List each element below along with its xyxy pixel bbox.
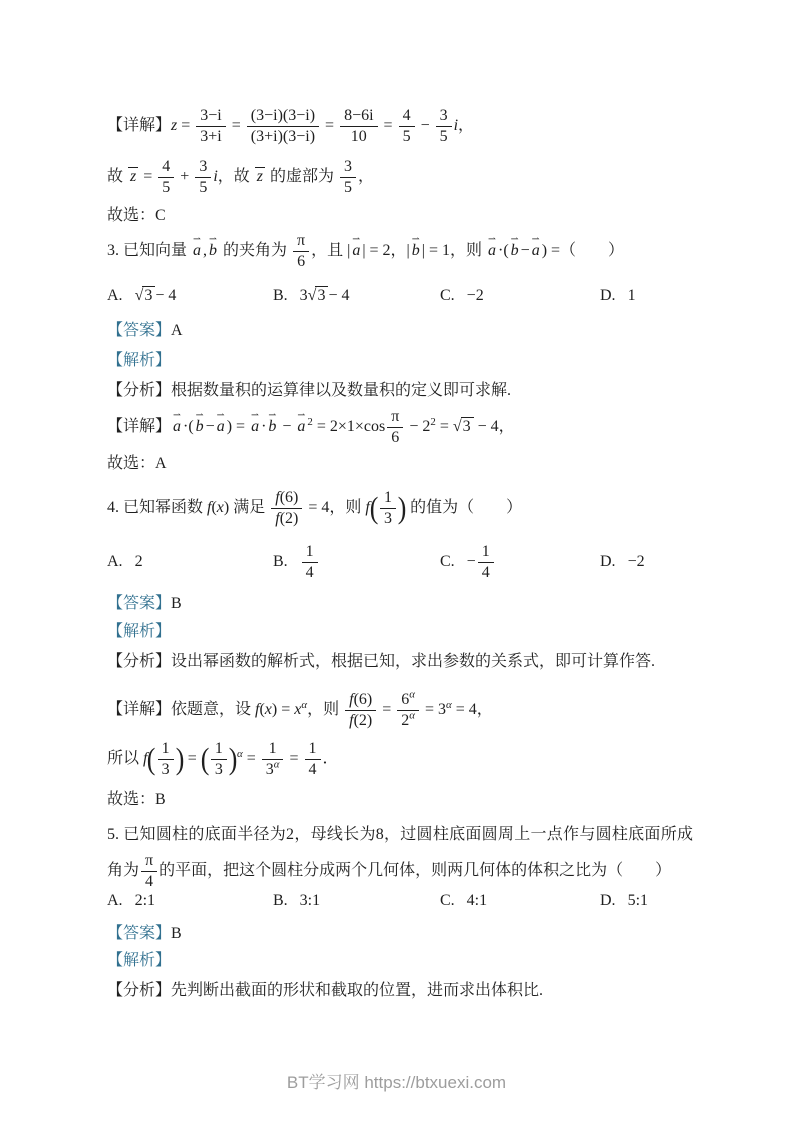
text-run: 4 xyxy=(308,761,317,778)
text-run: 【详解】 xyxy=(107,117,172,135)
q3-option-a xyxy=(107,287,273,305)
q5-question-stem xyxy=(107,818,693,892)
text-run: ·( xyxy=(498,242,509,260)
text-run: A xyxy=(171,322,183,339)
text-run: 1 xyxy=(383,489,392,506)
fraction xyxy=(387,407,403,448)
text-run: 5 xyxy=(439,128,448,145)
superscript: α xyxy=(446,698,452,711)
fraction xyxy=(340,106,377,147)
fraction xyxy=(158,739,174,780)
fraction xyxy=(340,157,356,198)
text-run: D. xyxy=(600,287,616,304)
radical-icon: √ xyxy=(452,418,462,436)
text-run: 的值为（ ） xyxy=(406,499,523,517)
q3-options-row xyxy=(107,281,693,311)
superscript: α xyxy=(237,747,243,760)
q5-option-a xyxy=(107,892,273,910)
text-run: | = 2，| xyxy=(362,242,410,260)
vector-arrow: a ⇀ xyxy=(217,417,225,438)
text-run: , xyxy=(203,242,208,260)
vector-arrow: a ⇀ xyxy=(352,241,360,262)
text-run: 3:1 xyxy=(299,892,321,909)
q3-option-c xyxy=(440,287,600,305)
text-run: 1 xyxy=(627,287,636,304)
text-run: C. xyxy=(440,553,455,570)
text-run: = 3 xyxy=(420,701,446,719)
text-run: D. xyxy=(600,553,616,570)
text-run: · xyxy=(261,418,267,436)
text-run: − 2 xyxy=(405,418,431,436)
vector-arrow: a ⇀ xyxy=(488,241,496,262)
text-run: = xyxy=(227,117,245,135)
fraction xyxy=(196,106,225,147)
text-run: ， xyxy=(358,168,375,186)
text-run: 5 xyxy=(162,179,171,196)
superscript: 2 xyxy=(430,415,436,428)
text-run: (3−i)(3−i) xyxy=(250,107,316,124)
numerator xyxy=(271,488,302,508)
numerator xyxy=(195,157,211,177)
vector-arrow: b ⇀ xyxy=(209,241,217,262)
text-run: (6) xyxy=(353,691,373,708)
text-run: ( xyxy=(259,701,265,719)
text-run: 的平面，把这个圆柱分成两个几何体，则两几何体的体积之比为（ ） xyxy=(159,862,672,880)
text-run: ，且 | xyxy=(311,242,351,260)
math-variable: x xyxy=(264,701,272,719)
q3-solution-detail xyxy=(107,407,515,448)
vector-arrow: a ⇀ xyxy=(251,417,259,438)
section-marker: 【答案】 xyxy=(107,322,172,339)
text-run: 【详解】 xyxy=(107,418,172,436)
text-run: ) =（ ） xyxy=(541,242,625,260)
text-run: 2:1 xyxy=(134,892,156,909)
q3-option-d xyxy=(600,287,693,305)
q3-question-stem xyxy=(107,231,624,272)
text-run: 6 xyxy=(391,429,400,446)
conjugate-bar: z xyxy=(256,168,264,186)
text-run: B. xyxy=(273,287,288,304)
q4-option-a xyxy=(107,553,273,571)
text-run: = xyxy=(285,750,303,768)
square-root xyxy=(308,287,329,305)
q3-analysis-line: 【分析】根据数量积的运算律以及数量积的定义即可求解. xyxy=(107,382,512,399)
text-run: −2 xyxy=(627,553,645,570)
text-run: 10 xyxy=(350,128,367,145)
text-run: (6) xyxy=(279,489,299,506)
q4-option-b xyxy=(273,542,440,583)
math-variable: x xyxy=(294,701,302,719)
denominator xyxy=(158,177,174,198)
q4-solution-conclusion xyxy=(107,739,339,780)
text-run: − xyxy=(205,418,215,436)
fraction xyxy=(302,542,318,583)
square-root xyxy=(453,418,474,435)
vector-arrow: b ⇀ xyxy=(412,241,420,262)
text-run: 1 xyxy=(308,740,317,757)
radicand: 3 xyxy=(315,286,328,304)
q2-answer-choice: 故选：C xyxy=(107,207,166,224)
text-run: 【详解】依题意，设 xyxy=(107,701,256,719)
q5-answer-line xyxy=(107,924,182,945)
numerator xyxy=(380,488,396,508)
square-root xyxy=(135,287,156,305)
text-run: 6 xyxy=(297,253,306,270)
text-run: ) = xyxy=(271,701,295,719)
denominator xyxy=(436,126,452,147)
text-run: 3 xyxy=(344,158,353,175)
text-run: (3+i)(3−i) xyxy=(250,128,316,145)
radical-icon: √ xyxy=(134,287,144,304)
denominator xyxy=(211,759,227,780)
radicand: 3 xyxy=(142,286,155,304)
fraction xyxy=(380,488,396,529)
fraction xyxy=(262,739,284,780)
q5-jiexi-marker: 【解析】 xyxy=(107,952,172,969)
q5-option-c xyxy=(440,892,600,910)
fraction xyxy=(158,157,174,198)
text-run: −2 xyxy=(466,287,484,304)
text-run: 5 xyxy=(199,179,208,196)
vector-arrow: a ⇀ xyxy=(173,417,181,438)
q5-option-d xyxy=(600,892,693,910)
site-watermark: BT学习网 https://btxuexi.com xyxy=(286,1073,507,1092)
section-marker: 【答案】 xyxy=(107,595,172,612)
text-run: 3+i xyxy=(200,128,222,145)
text-run: 的虚部为 xyxy=(266,168,339,186)
q5-option-b xyxy=(273,892,440,910)
text-run: 3 xyxy=(214,761,223,778)
text-run: A. xyxy=(107,553,123,570)
numerator xyxy=(211,739,227,759)
text-run: − xyxy=(278,418,296,436)
math-variable: f xyxy=(365,499,370,517)
text-run: − 4 xyxy=(328,287,350,304)
fraction xyxy=(211,739,227,780)
denominator xyxy=(340,126,377,147)
numerator xyxy=(262,739,284,759)
text-run: D. xyxy=(600,892,616,909)
text-run: (2) xyxy=(279,510,299,527)
q3-option-b xyxy=(273,287,440,305)
numerator xyxy=(141,851,157,871)
math-variable: f xyxy=(207,499,212,517)
text-run: = xyxy=(378,701,396,719)
text-run: π xyxy=(391,408,400,425)
text-run: ( xyxy=(211,499,217,517)
denominator xyxy=(196,126,225,147)
denominator xyxy=(247,126,319,147)
q3-answer-line xyxy=(107,321,183,342)
text-run: = xyxy=(242,750,260,768)
superscript: 2 xyxy=(307,415,313,428)
text-run: = xyxy=(177,117,195,135)
denominator xyxy=(271,508,302,529)
vector-arrow: b ⇀ xyxy=(268,417,276,438)
numerator xyxy=(302,542,318,562)
text-run: π xyxy=(145,852,154,869)
text-run: 4 xyxy=(145,873,154,890)
text-run: = xyxy=(183,750,201,768)
q4-answer-choice: 故选：B xyxy=(107,791,166,808)
denominator xyxy=(262,759,284,780)
numerator xyxy=(436,106,452,126)
text-run: − 4， xyxy=(473,418,515,436)
text-run: A. xyxy=(107,892,123,909)
text-run: 3 xyxy=(439,107,448,124)
numerator xyxy=(340,106,377,126)
denominator xyxy=(340,177,356,198)
text-run: = xyxy=(379,117,397,135)
q5-analysis-line: 【分析】先判断出截面的形状和截取的位置，进而求出体积比. xyxy=(107,982,544,999)
text-run: π xyxy=(297,232,306,249)
text-run: − xyxy=(520,242,530,260)
denominator xyxy=(345,710,376,731)
text-run: 3 xyxy=(265,761,274,778)
text-run: = xyxy=(435,418,453,436)
text-run: 所以 xyxy=(107,750,144,768)
big-paren: ) xyxy=(175,741,184,776)
text-run: 3 xyxy=(199,158,208,175)
text-run: 3−i xyxy=(200,107,222,124)
text-run: 2 xyxy=(401,712,410,729)
denominator xyxy=(478,562,494,583)
text-run: 3 xyxy=(383,510,392,527)
conjugate-bar: z xyxy=(130,168,137,186)
numerator xyxy=(478,542,494,562)
text-run: C. xyxy=(440,892,455,909)
text-run: ，故 xyxy=(217,168,254,186)
text-run: 5:1 xyxy=(627,892,649,909)
fraction xyxy=(436,106,452,147)
text-run: = 4， xyxy=(451,701,493,719)
text-run: = xyxy=(139,168,157,186)
math-variable: f xyxy=(143,750,148,768)
q4-options-row xyxy=(107,541,693,583)
text-run: − xyxy=(416,117,434,135)
text-run: B. xyxy=(273,553,288,570)
numerator xyxy=(340,157,356,177)
denominator xyxy=(302,562,318,583)
q4-answer-line xyxy=(107,594,182,615)
math-variable: z xyxy=(171,117,178,135)
text-run: ， xyxy=(458,117,475,135)
text-run: 1 xyxy=(305,542,314,560)
fraction xyxy=(247,106,319,147)
math-variable: f xyxy=(275,489,280,506)
denominator xyxy=(195,177,211,198)
fraction xyxy=(271,488,302,529)
big-paren: ( xyxy=(369,490,379,525)
radical-icon: √ xyxy=(307,287,317,304)
q2-conjugate-line xyxy=(107,157,374,198)
superscript: α xyxy=(409,688,415,701)
text-run: 的夹角为 xyxy=(219,242,292,260)
numerator xyxy=(196,106,225,126)
math-variable: i xyxy=(453,117,459,135)
text-run: C. xyxy=(440,287,455,304)
numerator xyxy=(247,106,319,126)
text-run: ·( xyxy=(183,418,194,436)
text-run: 4. 已知幂函数 xyxy=(107,499,208,517)
text-run: 4 xyxy=(162,158,171,175)
fraction xyxy=(478,542,494,583)
q2-solution-detail xyxy=(107,106,474,147)
numerator xyxy=(305,739,321,759)
denominator xyxy=(305,759,321,780)
text-run: ． xyxy=(322,750,339,768)
big-paren: ( xyxy=(147,741,156,776)
superscript: α xyxy=(409,709,415,722)
text-run: ) 满足 xyxy=(223,499,270,517)
text-run: 1 xyxy=(268,740,277,757)
q3-answer-choice: 故选：A xyxy=(107,455,167,472)
vector-arrow: a ⇀ xyxy=(297,417,305,438)
math-variable: f xyxy=(255,701,260,719)
text-run: 4 xyxy=(402,107,411,124)
text-run: 5 xyxy=(344,179,353,196)
vector-arrow: a ⇀ xyxy=(532,241,540,262)
math-variable: f xyxy=(349,712,354,729)
text-run: 4 xyxy=(305,563,314,581)
numerator xyxy=(399,106,415,126)
text-run: B xyxy=(171,925,182,942)
fraction xyxy=(345,690,376,731)
text-run: 1 xyxy=(214,740,223,757)
numerator xyxy=(387,407,403,427)
q3-jiexi-marker: 【解析】 xyxy=(107,352,172,369)
numerator xyxy=(158,157,174,177)
vector-arrow: b ⇀ xyxy=(511,241,519,262)
fraction xyxy=(305,739,321,780)
text-run: = 4，则 xyxy=(304,499,366,517)
text-run: = 2×1×cos xyxy=(312,418,386,436)
text-run: 4 xyxy=(481,563,490,581)
denominator xyxy=(158,759,174,780)
numerator xyxy=(158,739,174,759)
text-run: 5. 已知圆柱的底面半径为2，母线长为8，过圆柱底面圆周上一点作与圆柱底面所成角为 xyxy=(107,826,693,880)
q5-options-row xyxy=(107,886,693,916)
denominator xyxy=(397,710,419,731)
text-run: 3 xyxy=(299,287,308,304)
denominator xyxy=(293,251,309,272)
text-run: | = 1，则 xyxy=(421,242,486,260)
vector-arrow: b ⇀ xyxy=(196,417,204,438)
text-run: + xyxy=(176,168,194,186)
radicand: 3 xyxy=(461,417,474,435)
denominator xyxy=(380,508,396,529)
text-run: = xyxy=(321,117,339,135)
text-run: 6 xyxy=(401,691,410,708)
math-variable: i xyxy=(213,168,218,186)
text-run: B. xyxy=(273,892,288,909)
q4-option-c xyxy=(440,542,600,583)
text-run: 1 xyxy=(161,740,170,757)
denominator xyxy=(387,427,403,448)
fraction xyxy=(397,690,419,731)
text-run: B xyxy=(171,595,182,612)
big-paren: ) xyxy=(397,490,407,525)
q4-analysis-line: 【分析】设出幂函数的解析式，根据已知，求出参数的关系式，即可计算作答. xyxy=(107,653,656,670)
text-run: 3. 已知向量 xyxy=(107,242,192,260)
fraction xyxy=(293,231,309,272)
text-run: − 4 xyxy=(155,287,177,304)
text-run: 8−6i xyxy=(344,107,374,124)
text-run: (2) xyxy=(353,712,373,729)
q4-question-stem xyxy=(107,488,522,529)
section-marker: 【答案】 xyxy=(107,925,172,942)
text-run: 3 xyxy=(161,761,170,778)
text-run: 1 xyxy=(481,542,490,560)
numerator xyxy=(397,690,419,710)
math-variable: f xyxy=(349,691,354,708)
fraction xyxy=(399,106,415,147)
text-run: 4:1 xyxy=(466,892,488,909)
math-variable: f xyxy=(275,510,280,527)
big-paren: ( xyxy=(200,741,210,776)
big-paren: ) xyxy=(228,741,238,776)
math-variable: x xyxy=(216,499,224,517)
q4-jiexi-marker: 【解析】 xyxy=(107,623,172,640)
numerator xyxy=(345,690,376,710)
superscript: α xyxy=(301,698,308,711)
text-run: 故 xyxy=(107,168,128,186)
text-run: ，则 xyxy=(307,701,344,719)
q4-option-d xyxy=(600,553,693,571)
superscript: α xyxy=(273,758,280,771)
q4-solution-detail xyxy=(107,690,493,731)
vector-arrow: a ⇀ xyxy=(193,241,201,262)
text-run: A. xyxy=(107,287,123,304)
numerator xyxy=(293,231,309,251)
text-run: 5 xyxy=(402,128,411,145)
text-run: 2 xyxy=(134,553,143,570)
text-run: ) = xyxy=(226,418,250,436)
fraction xyxy=(195,157,211,198)
text-run: − xyxy=(466,553,476,570)
denominator xyxy=(399,126,415,147)
